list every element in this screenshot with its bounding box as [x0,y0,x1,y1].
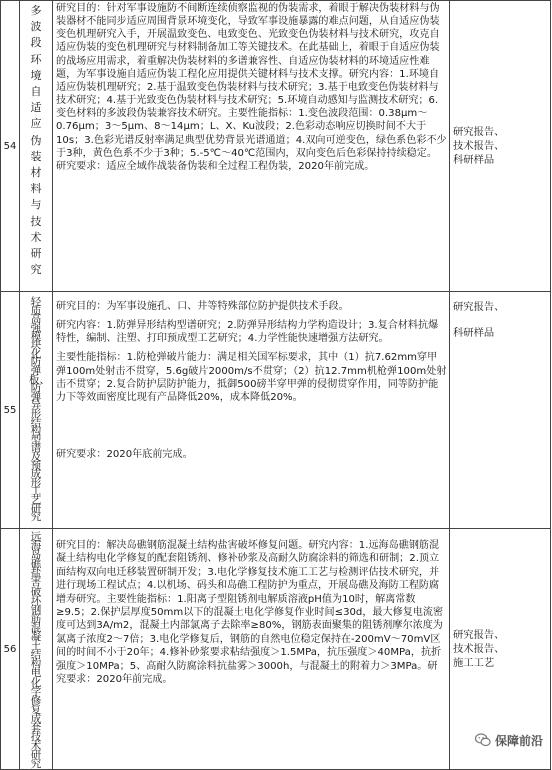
content-paragraph: 主要性能指标：1.防枪弹破片能力：满足相关国军标要求，其中（1）抗7.62mm穿甲弹100m处射击不贯穿，5.6g破片2000m/s不贯穿；（2）抗12.7mm机枪弹100m处射击不贯穿；2.复合防护层防护能力，抵御500磅半穿甲弹的侵彻贯穿作用，同等防护能力下等效面密度比现有产品降低20%，成本降低20%。 [56,352,447,403]
row-number: 56 [1,529,20,770]
output-item: 研究报告、 [453,629,505,642]
watermark-text: 保障前沿 [494,733,543,748]
row-number: 54 [1,1,20,292]
project-name: 多波段环境自适应伪装材料与技术研究 [30,4,42,277]
output-item: 科研样品 [453,154,495,166]
row-number: 55 [1,292,20,529]
table-row [1,1,551,292]
content-paragraph: 研究目的：针对军事设施防不间断连续侦察监视的伪装需求，着眼于解决伪装材料与伪装器材不能同步适应周围背景环境变化，导致军事设施暴露的难点问题，从自适应伪装变色机理研究入手，开展温致变色、电致变色、光致变色伪装材料与技术研究，攻克自适应伪装的变色机理研究与材料制备加工等关键技术。在此基础上，着眼于自适应伪装的战场应用需求，着重解决伪装材料的多谱兼容性、自适应伪装材料的环境适应性难题，为军事设施自适应伪装工程化应用提供关键材料与技术支撑。研究内容：1.环境自适应伪装机理研究；2.基于温致变色伪装材料与技术研究；3.基于电致变色伪装材料与技术研究；4.基于光致变色伪装材料与技术研究；5.环境自动感知与监测技术研究；6.变色材料的多波段伪装兼容技术研究。主要性能指标：1.变色波段范围：0.38μm～0.76μm；3～5μm、8～14μm；L、X、Ku波段；2.色彩动态响应切换时间不大于10s；3.色彩光谱反射率满足典型优势背景光谱通道；4.双向可逆变色，绿色系色彩不少于3种，黄色色系不少于3种；5.-5℃～40℃范围内，双向变色后色彩保持持续稳定。研究要求：适应全域作战装备伪装和全过程工程伪装，2020年前完成。 [56,3,447,172]
wechat-icon [474,731,492,749]
project-outputs-cell [450,292,551,529]
content-paragraph: 研究目的：为军事设施孔、口、井等特殊部位防护提供技术手段。 [56,301,349,312]
content-paragraph: 研究要求：2020年底前完成。 [56,449,193,461]
watermark [471,730,546,750]
project-name: 轻质高强模块化防弹板、防弹异形结构型谱及预成形工艺研究 [29,296,50,524]
output-item: 施工工艺 [453,657,495,670]
output-item: 技术报告、 [453,140,505,152]
project-name-cell [20,529,53,770]
project-content-cell [53,529,450,770]
content-paragraph: 研究内容：1.防弹异形结构型谱研究；2.防弹异形结构力学构造设计；3.复合材料抗爆特性，编制、注塑、打印预成型工艺研究；4.力学性能快速增强方法研究。 [56,320,439,345]
output-item: 技术报告、 [453,643,505,656]
table-row [1,529,551,770]
project-outputs-cell [450,1,551,292]
project-name: 远海岛礁盐害破坏钢筋混凝土结构电化学修复成套技术研究 [30,531,42,770]
output-item: 研究报告、 [453,126,505,138]
table-row [1,292,551,529]
project-name-cell [20,292,53,529]
content-paragraph: 研究目的：解决岛礁钢筋混凝土结构盐害破坏修复问题。研究内容：1.远海岛礁钢筋混凝土结构电化学修复的配套阻锈剂、修补砂浆及高耐久防腐涂料的筛选和研制；2.顶立面结构双向电迁移装置研制开发；3.电化学修复技术施工工艺与检测评估技术研究，并进行现场工程试点；4.以机场、码头和岛礁工程防护为重点，开展岛礁及海防工程防腐增寿研究。主要性能指标：1.阳离子型阻锈剂电解质溶液pH值为10时，解离常数≥9.5；2.保护层厚度50mm以下的混凝土电化学修复作业时间≤30d，最大修复电流密度可达到3A/m2，混凝土内部氯离子去除率≥80%，钢筋表面聚集的阻锈剂摩尔浓度为氯离子浓度2～7倍；3.电化学修复后，钢筋的自然电位稳定保持在-200mV～70mV区间的时间不小于20年；4.修补砂浆要求粘结强度＞1.5MPa，抗压强度＞40MPa，抗折强度＞10MPa；5、高耐久防腐涂料抗盐雾＞3000h，与混凝土的附着力＞3MPa。研究要求：2020年前完成。 [56,540,444,686]
project-content-cell [53,1,450,292]
project-content-cell [53,292,450,529]
output-item: 科研样品 [453,327,495,339]
output-item: 研究报告、 [453,301,505,313]
project-name-cell [20,1,53,292]
